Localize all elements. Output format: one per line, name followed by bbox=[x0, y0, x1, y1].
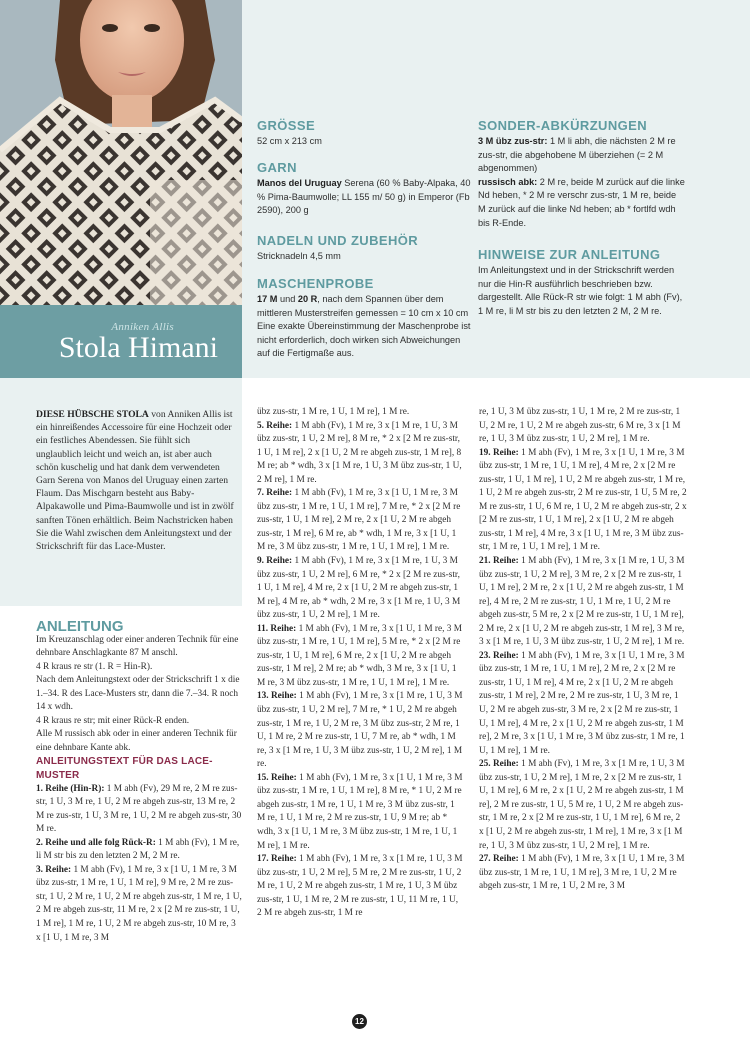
instructions-p3: Nach dem Anleitungstext oder der Strickschrift 1 x die 1.–34. R des Lace-Musters str, dann die 7.–34. R noch 14 x wdh. bbox=[36, 675, 240, 713]
row-21-label: 21. Reihe: bbox=[479, 556, 519, 567]
row-19-label: 19. Reihe: bbox=[479, 447, 519, 458]
row-17-text: 1 M abh (Fv), 1 M re, 3 x [1 M re, 1 U, 3 M übz zus-str, 1 U, 2 M re], 5 M re, 2 M re zus-str, 1 U, 2 M re, 1 U, 2 M re abgeh zus-str, 1 M re, 1 U, 3 M übz zus-str, 1 U, 1 M re, 2 M re zus-str, 1 U, 11 M re, 1 U, 2 M re abgeh zus-str, 1 M re bbox=[257, 854, 463, 919]
row-1 bbox=[36, 783, 242, 837]
specs-panel bbox=[242, 0, 750, 378]
yarn-text bbox=[257, 177, 477, 218]
notes-section bbox=[478, 247, 686, 318]
row-15-label: 15. Reihe: bbox=[257, 772, 297, 783]
model-wearing-stole-image bbox=[0, 0, 242, 305]
gauge-details: , nach dem Spannen über dem mittleren Musterstreifen gemessen = 10 cm x 10 cm Eine exakte Übereinstimmung der Maschenprobe ist nicht erforderlich, doch wirken sich Abweichungen auf die Fertigmaße aus. bbox=[257, 294, 471, 359]
row-9-text: 1 M abh (Fv), 1 M re, 3 x [1 M re, 1 U, 3 M übz zus-str, 1 U, 2 M re], 6 M re, * 2 x [2 M re zus-str, 1 U, 1 M re], 4 M re, 2 x [1 U, 2 M re abgeh zus-str, 1 M re], 4 M re, ab * wdh, 2 M re, 3 x [1 M re, 1 U, 3 M übz zus-str, 1 U, 2 M re], 1 M re. bbox=[257, 556, 461, 621]
instructions-p4: 4 R kraus re str; mit einer Rück-R enden. bbox=[36, 715, 190, 726]
row-3-text: 1 M abh (Fv), 1 M re, 3 x [1 U, 1 M re, 3 M übz zus-str, 1 M re, 1 U, 1 M re], 9 M re, 2 M re zus-str, 1 U, 2 M re, 1 U, 2 M re abgeh zus-str, 1 M re, 1 U, 2 M re abgeh zus-str, 11 M re, 2 x [2 M re zus-str, 1 U, 1 M re], 1 M re, 1 U, 2 M re abgeh zus-str, 10 M re, 3 x [1 U, 1 M re, 3 M bbox=[36, 864, 242, 943]
yarn-section bbox=[257, 160, 477, 218]
instructions-heading: ANLEITUNG bbox=[36, 618, 124, 635]
row-5-label: 5. Reihe: bbox=[257, 420, 293, 431]
row-9 bbox=[257, 555, 464, 623]
row-13 bbox=[257, 690, 464, 771]
row-9-label: 9. Reihe: bbox=[257, 556, 293, 567]
size-heading: GRÖSSE bbox=[257, 118, 316, 133]
instructions-p2: 4 R kraus re str (1. R = Hin-R). bbox=[36, 661, 153, 672]
intro-body: von Anniken Allis ist ein hinreißendes Accessoire für eine Hochzeit oder ein festliches Abendessen. Sie fühlt sich unglaublich leicht und weich an, ist aber auch schön kuschelig und hat dank dem verwendeten Garn Serena von Manos del Uruguay einen zarten Flaum. Das Mischgarn besteht aus Baby-Alpakawolle und Pima-Baumwolle und ist in zwölf sanften Tönen erhältlich. Beim Nachstricken haben Sie die Wahl zwischen dem Anleitungstext und der Strickschrift für das Lace-Muster. bbox=[36, 409, 234, 553]
abbreviation-2-def: 2 M re, beide M zurück auf die linke Nd heben, * 2 M re verschr zus-str, 1 M re, beide M zurück auf die linke Nd heben; ab * fortlfd wdh bis R-Ende. bbox=[478, 176, 685, 228]
abbreviations-heading: SONDER-ABKÜRZUNGEN bbox=[478, 118, 647, 133]
page-title: Stola Himani bbox=[58, 331, 218, 364]
yarn-brand: Manos del Uruguay bbox=[257, 178, 342, 188]
abbreviation-1 bbox=[478, 135, 686, 176]
yarn-details: Serena (60 % Baby-Alpaka, 40 % Pima-Baumwolle; LL 155 m/ 50 g) in Emperor (Fb 2590), 200 g bbox=[257, 178, 471, 216]
row-11-text: 1 M abh (Fv), 1 M re, 3 x [1 U, 1 M re, 3 M übz zus-str, 1 M re, 1 U, 1 M re], 5 M re, * 2 x [2 M re zus-str, 1 U, 1 M re], 6 M re, 2 x [1 U, 2 M re abgeh zus-str, 1 M re], 2 M re; ab * wdh, 3 M re, 3 x [1 U, 1 M re, 3 M übz zus-str, 1 M re, 1 U, 1 M re], 1 M re. bbox=[257, 623, 463, 688]
row-15-text: 1 M abh (Fv), 1 M re, 3 x [1 U, 1 M re, 3 M übz zus-str, 1 M re, 1 U, 1 M re], 8 M re, * 1 U, 2 M re abgeh zus-str, 1 M re, 1 U, 1 M re, 3 M übz zus-str, 1 M re, 1 U, 1 M re, 2 M re zus-str, 1 U, 9 M re; ab * wdh, 3 x [1 U, 1 M re, 3 M übz zus-str, 1 M re, 1 U, 1 M re], 1 M re. bbox=[257, 772, 463, 851]
gauge-section bbox=[257, 276, 475, 361]
gauge-text bbox=[257, 293, 475, 361]
row-25-text: 1 M abh (Fv), 1 M re, 3 x [1 M re, 1 U, 3 M übz zus-str, 1 U, 2 M re], 1 M re, 2 x [2 M re zus-str, 1 U, 1 M re], 6 M re, 2 x [1 U, 2 M re abgeh zus-str, 1 M re], 2 M re zus-str, 1 U, 5 M re, 1 U, 2 M re abgeh zus-str, 1 M re, 2 x [2 M re zus-str, 1 U, 1 M re], 6 M re, 2 x [1 U, 2 M re abgeh zus-str, 1 M re], 1 M re, 3 x [1 M re, 1 U, 3 M übz zus-str, 1 U, 2 M re], 1 M re. bbox=[479, 759, 685, 851]
row-2-label: 2. Reihe und alle folg Rück-R: bbox=[36, 837, 156, 848]
row-7-text: 1 M abh (Fv), 1 M re, 3 x [1 U, 1 M re, 3 M übz zus-str, 1 M re, 1 U, 1 M re], 7 M re, * 2 x [2 M re zus-str, 1 U, 1 M re], 2 M re, 2 x [1 U, 2 M re abgeh zus-str, 1 M re], 6 M re, ab * wdh, 1 M re, 3 x [1 U, 1 M re, 3 M übz zus-str, 1 M re, 1 U, 1 M re], 1 M re. bbox=[257, 488, 461, 553]
row-17-label: 17. Reihe: bbox=[257, 854, 297, 865]
row-25-label: 25. Reihe: bbox=[479, 759, 519, 770]
instructions-p1: Im Kreuzanschlag oder einer anderen Technik für eine dehnbare Anschlagkante 87 M anschl. bbox=[36, 634, 239, 659]
intro-lead: DIESE HÜBSCHE STOLA bbox=[36, 409, 149, 420]
gauge-heading: MASCHENPROBE bbox=[257, 276, 374, 291]
row-27-text: 1 M abh (Fv), 1 M re, 3 x [1 U, 1 M re, 3 M übz zus-str, 1 M re, 1 U, 1 M re], 3 M re, 1 U, 2 M re abgeh zus-str, 1 M re, 1 U, 2 M re, 3 M bbox=[479, 854, 685, 892]
row-11 bbox=[257, 623, 464, 691]
needles-heading: NADELN UND ZUBEHÖR bbox=[257, 233, 419, 248]
row-7-label: 7. Reihe: bbox=[257, 488, 293, 499]
row-5 bbox=[257, 420, 464, 488]
row-3-label: 3. Reihe: bbox=[36, 864, 72, 875]
row-1-label: 1. Reihe (Hin-R): bbox=[36, 783, 105, 794]
abbreviation-1-def: 1 M li abh, die nächsten 2 M re zus-str, die abgehobene M überziehen (= 2 M abgenommen) bbox=[478, 136, 676, 174]
row-15 bbox=[257, 772, 464, 853]
row-13-label: 13. Reihe: bbox=[257, 691, 297, 702]
rows-column-2 bbox=[257, 406, 464, 921]
instructions-p5: Alle M russisch abk oder in einer anderen Technik für eine dehnbare Kante abk. bbox=[36, 729, 237, 753]
row-23 bbox=[479, 650, 687, 758]
row-11-label: 11. Reihe: bbox=[257, 623, 297, 634]
yarn-heading: GARN bbox=[257, 160, 297, 175]
row-3-continued: übz zus-str, 1 M re, 1 U, 1 M re], 1 M re. bbox=[257, 407, 410, 417]
instructions-column bbox=[36, 620, 242, 945]
row-27 bbox=[479, 853, 687, 894]
intro-box bbox=[0, 378, 242, 606]
row-17-continued: re, 1 U, 3 M übz zus-str, 1 U, 1 M re, 2 M re zus-str, 1 U, 2 M re, 1 U, 2 M re abgeh zus-str, 6 M re, 3 x [1 M re, 1 U, 3 M übz zus-str, 1 U, 2 M re], 1 M re. bbox=[479, 407, 681, 445]
page-number: 12 bbox=[352, 1014, 367, 1029]
row-23-text: 1 M abh (Fv), 1 M re, 3 x [1 U, 1 M re, 3 M übz zus-str, 1 M re, 1 U, 1 M re], 2 M re, 2 x [2 M re zus-str, 1 U, 1 M re], 4 M re, 2 x [1 U, 2 M re abgeh zus-str, 1 M re], 2 M re, 2 M re zus-str, 1 U, 3 M re, 1 U, 2 M re abgeh zus-str, 3 M re, 2 x [2 M re zus-str, 1 U, 1 M re], 4 M re, 2 x [1 U, 2 M re abgeh zus-str, 1 M re], 2 M re, 3 x [1 U, 1 M re, 3 M übz zus-str, 1 M re, 1 U, 1 M re], 1 M re. bbox=[479, 650, 685, 756]
row-17 bbox=[257, 853, 464, 921]
size-section bbox=[257, 118, 477, 149]
rows-column-3 bbox=[479, 406, 687, 894]
intro-text bbox=[36, 408, 236, 553]
notes-text: Im Anleitungstext und in der Strickschrift werden nur die Hin-R ausführlich beschrieben bzw. dargestellt. Alle Rück-R str wie folgt: 1 M abh (Fv), 1 M re, li M str bis zu den letzten 2 M, 2 M re. bbox=[478, 265, 683, 316]
row-2 bbox=[36, 837, 242, 864]
author-name: Anniken Allis bbox=[111, 321, 174, 333]
abbreviations-section bbox=[478, 118, 686, 230]
row-19 bbox=[479, 447, 687, 555]
needles-text: Stricknadeln 4,5 mm bbox=[257, 251, 341, 261]
abbreviation-1-term: 3 M übz zus-str: bbox=[478, 136, 548, 146]
gauge-stitches: 17 M bbox=[257, 294, 278, 304]
row-13-text: 1 M abh (Fv), 1 M re, 3 x [1 M re, 1 U, 3 M übz zus-str, 1 U, 2 M re], 7 M re, * 1 U, 2 M re abgeh zus-str, 1 M re, 1 U, 2 M re, 3 M übz zus-str, 2 M re, 1 U, 1 M re, 2 M re zus-str, 1 U, 7 M re, ab * wdh, 1 M re, 3 x [1 M re, 1 U, 3 M übz zus-str, 1 U, 2 M re], 1 M re. bbox=[257, 691, 463, 770]
needles-section bbox=[257, 233, 477, 264]
row-21 bbox=[479, 555, 687, 650]
abbreviation-2-term: russisch abk: bbox=[478, 176, 538, 187]
row-19-text: 1 M abh (Fv), 1 M re, 3 x [1 U, 1 M re, 3 M übz zus-str, 1 M re, 1 U, 1 M re], 4 M re, 2 x [2 M re zus-str, 1 U, 1 M re], 1 U, 2 M re abgeh zus-str, 1 M re, 1 U, 2 M re abgeh zus-str, 2 M re zus-str, 1 U, 5 M re, 2 M re zus-str, 1 U, 6 M re, 1 U, 2 M re abgeh zus-str, 2 x [2 M re zus-str, 1 U, 1 M re], 2 x [1 U, 2 M re abgeh zus-str, 1 M re], 4 M re, 3 x [1 U, 1 M re, 3 M übz zus-str, 1 M re, 1 U, 1 M re], 1 M re. bbox=[479, 447, 687, 553]
row-27-label: 27. Reihe: bbox=[479, 854, 519, 865]
row-23-label: 23. Reihe: bbox=[479, 650, 519, 661]
title-box bbox=[0, 305, 242, 378]
size-text: 52 cm x 213 cm bbox=[257, 136, 322, 146]
gauge-rows: 20 R bbox=[297, 294, 318, 304]
row-25 bbox=[479, 758, 687, 853]
abbreviation-2 bbox=[478, 176, 686, 230]
row-3 bbox=[36, 864, 242, 945]
row-5-text: 1 M abh (Fv), 1 M re, 3 x [1 M re, 1 U, 3 M übz zus-str, 1 U, 2 M re], 8 M re, * 2 x [2 M re zus-str, 1 U, 1 M re], 2 x [1 U, 2 M re abgeh zus-str, 1 M re], 8 M re; ab * wdh, 3 x [1 M re, 1 U, 3 M übz zus-str, 1 U, 2 M re], 1 M re. bbox=[257, 420, 462, 485]
row-1-text: 1 M abh (Fv), 29 M re, 2 M re zus-str, 1 U, 3 M re, 1 U, 2 M re abgeh zus-str, 13 M re, 2 M re zus-str, 1 U, 3 M re, 1 U, 2 M re abgeh zus-str, 30 M re. bbox=[36, 783, 242, 835]
row-2-text: 1 M abh (Fv), 1 M re, li M str bis zu den letzten 2 M, 2 M re. bbox=[36, 837, 240, 862]
row-21-text: 1 M abh (Fv), 1 M re, 3 x [1 M re, 1 U, 3 M übz zus-str, 1 U, 2 M re], 3 M re, 2 x [2 M re zus-str, 1 U, 1 M re], 2 M re, 2 x [1 U, 2 M re abgeh zus-str, 1 M re], 4 M re, 2 M re zus-str, 1 U, 1 M re, 1 U, 2 M re abgeh zus-str, 5 M re, 2 x [2 M re zus-str, 1 U, 1 M re], 2 M re, 2 x [1 U, 2 M re abgeh zus-str, 1 M re], 3 M re, 3 x [1 M re, 1 U, 3 M übz zus-str, 1 U, 2 M re], 1 M re. bbox=[479, 556, 685, 648]
hero-photo bbox=[0, 0, 242, 305]
lace-pattern-heading: ANLEITUNGSTEXT FÜR DAS LACE-MUSTER bbox=[36, 756, 213, 782]
gauge-and: und bbox=[277, 294, 298, 304]
row-7 bbox=[257, 487, 464, 555]
notes-heading: HINWEISE ZUR ANLEITUNG bbox=[478, 247, 661, 262]
